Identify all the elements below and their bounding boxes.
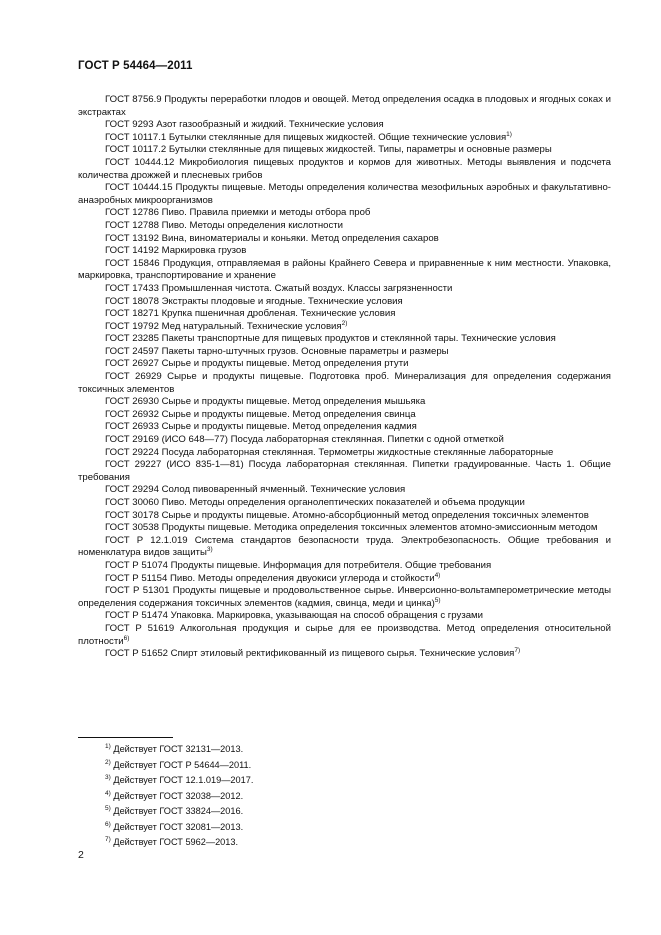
reference-text: ГОСТ 12788 Пиво. Методы определения кислотности [105,219,344,231]
reference-entry [78,258,611,283]
footnote-mark: 3) [105,773,111,781]
reference-text: ГОСТ 26933 Сырье и продукты пищевые. Метод определения кадмия [105,421,417,433]
footnote [78,758,611,774]
reference-entry [78,409,611,422]
reference-text: ГОСТ 29224 Посуда лабораторная стеклянная. Термометры жидкостные стеклянные лабораторные [105,446,554,458]
reference-entry [78,119,611,132]
footnote-marker: 3) [206,546,213,554]
normative-references-list [78,94,611,661]
reference-entry [78,220,611,233]
footnote-marker: 6) [123,634,130,642]
footnote-marker: 1) [506,130,512,138]
reference-entry [78,283,611,296]
reference-text: ГОСТ 17433 Промышленная чистота. Сжатый воздух. Классы загрязненности [105,282,453,294]
reference-text: ГОСТ Р 12.1.019 Система стандартов безопасности труда. Электробезопасность. Общие требования и номенклатура видов защиты [78,534,611,559]
reference-text: ГОСТ 26929 Сырье и продукты пищевые. Подготовка проб. Минерализация для определения содержания токсичных элементов [78,371,611,395]
reference-entry [78,447,611,460]
reference-text: ГОСТ Р 51301 Продукты пищевые и продовольственное сырье. Инверсионно-вольтамперометрические методы определения содержания токсичных элементов (кадмия, свинца, меди и цинка) [78,585,611,609]
footnote-mark: 1) [105,742,111,750]
reference-text: ГОСТ 30538 Продукты пищевые. Методика определения токсичных элементов атомно-эмиссионным методом [105,522,598,534]
footnote [78,820,611,836]
footnote-mark: 5) [105,804,111,812]
reference-text: ГОСТ 8756.9 Продукты переработки плодов и овощей. Метод определения осадка в плодовых и ягодных соках и экстрактах [78,94,611,118]
footnote-marker: 4) [434,571,441,579]
reference-entry [78,434,611,447]
reference-entry [78,585,611,610]
reference-entry [78,510,611,523]
reference-entry [78,321,611,334]
reference-text: ГОСТ 12786 Пиво. Правила приемки и методы отбора проб [105,207,371,219]
reference-entry [78,623,611,648]
reference-text: ГОСТ 18078 Экстракты плодовые и ягодные. Технические условия [105,295,403,307]
reference-text: ГОСТ 26930 Сырье и продукты пищевые. Метод определения мышьяка [105,396,426,408]
footnote-text: Действует ГОСТ 32081—2013. [113,821,244,832]
footnote-mark: 7) [105,835,111,843]
footnote-marker: 7) [514,646,521,654]
footnote-mark: 4) [105,789,111,797]
reference-text: ГОСТ Р 51154 Пиво. Методы определения двуокиси углерода и стойкости [105,572,435,584]
footnote [78,835,611,851]
reference-text: ГОСТ 29169 (ИСО 648—77) Посуда лабораторная стеклянная. Пипетки с одной отметкой [105,434,504,446]
footnote-marker: 2) [341,319,348,327]
footnote-text: Действует ГОСТ 33824—2016. [113,806,244,816]
reference-entry [78,207,611,220]
reference-entry [78,535,611,560]
document-header: ГОСТ Р 54464—2011 [78,60,193,72]
reference-entry [78,333,611,346]
reference-entry [78,610,611,623]
reference-text: ГОСТ 10444.12 Микробиология пищевых продуктов и кормов для животных. Методы выявления и подсчета количества дрожжей и плесневых грибов [78,156,611,181]
reference-entry [78,484,611,497]
reference-entry [78,157,611,182]
reference-text: ГОСТ 15846 Продукция, отправляемая в районы Крайнего Севера и приравненные к ним местности. Упаковка, маркировка, транспортирование и хранение [78,257,611,282]
reference-text: ГОСТ Р 51074 Продукты пищевые. Информация для потребителя. Общие требования [105,559,492,571]
footnote [78,742,611,758]
reference-entry [78,358,611,371]
reference-entry [78,144,611,157]
reference-entry [78,396,611,409]
footnote-text: Действует ГОСТ 5962—2013. [113,837,239,847]
footnote [78,789,611,805]
footnote-text: Действует ГОСТ 32038—2012. [113,790,244,801]
reference-entry [78,648,611,661]
reference-text: ГОСТ Р 51652 Спирт этиловый ректификованный из пищевого сырья. Технические условия [105,648,515,660]
footnote-text: Действует ГОСТ 12.1.019—2017. [113,775,254,785]
reference-entry [78,522,611,535]
reference-entry [78,573,611,586]
reference-entry [78,497,611,510]
reference-text: ГОСТ Р 51619 Алкогольная продукция и сырье для ее производства. Метод определения относительной плотности [78,622,611,647]
reference-text: ГОСТ 30178 Сырье и продукты пищевые. Атомно-абсорбционный метод определения токсичных элементов [105,509,589,521]
reference-entry [78,296,611,309]
footnote-separator [78,737,173,738]
footnote [78,804,611,820]
footnote-marker: 5) [434,596,441,604]
reference-entry [78,233,611,246]
reference-entry [78,182,611,207]
footnotes-list [78,742,611,851]
reference-text: ГОСТ 10117.2 Бутылки стеклянные для пищевых жидкостей. Типы, параметры и основные размеры [105,144,552,156]
reference-entry [78,560,611,573]
footnote-mark: 6) [105,820,111,828]
reference-entry [78,346,611,359]
reference-text: ГОСТ 29227 (ИСО 835-1—81) Посуда лабораторная стеклянная. Пипетки градуированные. Часть 1. Общие требования [78,459,611,483]
footnote-text: Действует ГОСТ Р 54644—2011. [113,759,252,770]
reference-entry [78,459,611,484]
reference-entry [78,421,611,434]
footnote-text: Действует ГОСТ 32131—2013. [113,744,244,754]
reference-text: ГОСТ 13192 Вина, виноматериалы и коньяки. Метод определения сахаров [105,232,439,244]
reference-text: ГОСТ 10444.15 Продукты пищевые. Методы определения количества мезофильных аэробных и факультативно-анаэробных микроорганизмов [78,182,611,206]
footnote [78,773,611,789]
reference-text: ГОСТ 14192 Маркировка грузов [105,245,247,257]
reference-entry [78,94,611,119]
reference-entry [78,132,611,145]
reference-text: ГОСТ 23285 Пакеты транспортные для пищевых продуктов и стеклянной тары. Технические условия [105,333,556,345]
reference-text: ГОСТ 26932 Сырье и продукты пищевые. Метод определения свинца [105,408,416,420]
reference-entry [78,371,611,396]
footnote-mark: 2) [105,758,111,766]
page-number: 2 [78,849,84,861]
reference-text: ГОСТ 30060 Пиво. Методы определения органолептических показателей и объема продукции [105,497,525,508]
reference-text: ГОСТ 24597 Пакеты тарно-штучных грузов. Основные параметры и размеры [105,345,449,357]
reference-text: ГОСТ Р 51474 Упаковка. Маркировка, указывающая на способ обращения с грузами [105,610,484,622]
reference-text: ГОСТ 19792 Мед натуральный. Технические условия [105,320,342,332]
reference-text: ГОСТ 26927 Сырье и продукты пищевые. Метод определения ртути [105,358,409,370]
reference-text: ГОСТ 29294 Солод пивоваренный ячменный. Технические условия [105,484,406,496]
reference-text: ГОСТ 9293 Азот газообразный и жидкий. Технические условия [105,119,384,131]
reference-text: ГОСТ 10117.1 Бутылки стеклянные для пищевых жидкостей. Общие технические условия [105,131,507,143]
reference-entry [78,245,611,258]
reference-text: ГОСТ 18271 Крупка пшеничная дробленая. Технические условия [105,308,396,320]
